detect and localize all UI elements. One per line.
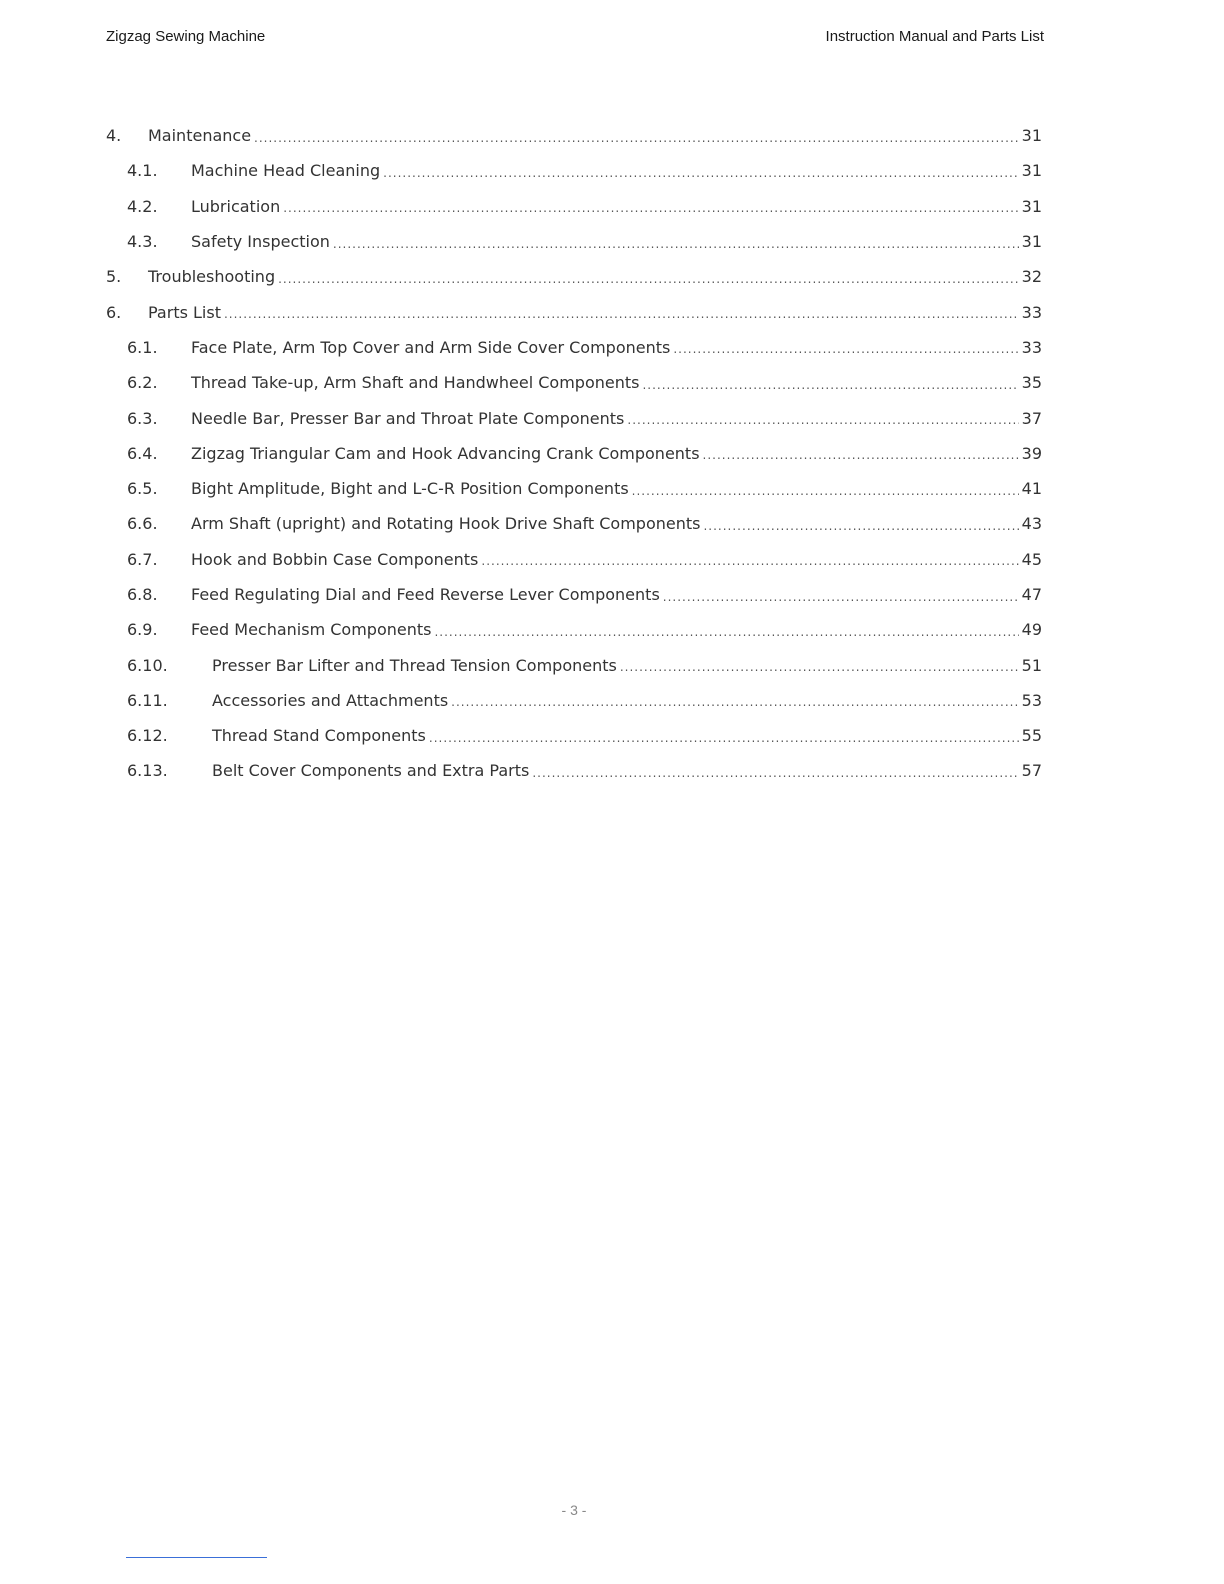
toc-entry-number: 6.12. xyxy=(127,726,168,746)
toc-entry[interactable] xyxy=(106,224,1042,259)
toc-entry-number: 6.13. xyxy=(127,761,168,781)
toc-entry-page: 31 xyxy=(1021,196,1042,216)
toc-entry-page: 55 xyxy=(1021,726,1042,746)
toc-entry-number: 6.6. xyxy=(127,514,158,534)
toc-entry-page: 39 xyxy=(1021,443,1042,463)
toc-entry[interactable] xyxy=(106,189,1042,224)
toc-entry-page: 31 xyxy=(1021,232,1042,252)
toc-entry-number: 6.5. xyxy=(127,479,158,499)
toc-entry-page: 37 xyxy=(1021,408,1042,428)
toc-entry-title: Zigzag Triangular Cam and Hook Advancing Crank Components xyxy=(191,443,700,463)
header-left-title: Zigzag Sewing Machine xyxy=(106,28,266,45)
toc-entry-number: 4.2. xyxy=(127,196,158,216)
toc-dot-leader xyxy=(278,272,1019,286)
toc-entry-page: 32 xyxy=(1021,267,1042,287)
toc-dot-leader xyxy=(703,448,1019,462)
toc-entry-page: 53 xyxy=(1021,690,1042,710)
toc-entry[interactable] xyxy=(106,542,1042,577)
toc-entry-title: Safety Inspection xyxy=(191,232,330,252)
toc-entry-page: 31 xyxy=(1021,161,1042,181)
toc-dot-leader xyxy=(333,237,1019,251)
toc-entry-title: Troubleshooting xyxy=(148,267,276,287)
toc-dot-leader xyxy=(481,554,1018,568)
footnote-rule xyxy=(126,1557,267,1558)
toc-entry[interactable] xyxy=(106,471,1042,506)
toc-entry-title: Maintenance xyxy=(148,126,252,146)
toc-entry-number: 6.10. xyxy=(127,655,168,675)
toc-dot-leader xyxy=(254,131,1019,145)
toc-dot-leader xyxy=(224,307,1019,321)
toc-entry-number: 6.4. xyxy=(127,443,158,463)
toc-entry-title: Feed Mechanism Components xyxy=(191,620,432,640)
toc-entry-title: Bight Amplitude, Bight and L-C-R Position Components xyxy=(191,479,629,499)
toc-entry-title: Accessories and Attachments xyxy=(212,690,449,710)
toc-dot-leader xyxy=(383,166,1019,180)
toc-entry[interactable] xyxy=(106,753,1042,788)
toc-dot-leader xyxy=(632,484,1019,498)
toc-entry-number: 6. xyxy=(106,302,122,322)
toc-entry[interactable] xyxy=(106,330,1042,365)
toc-entry-number: 6.8. xyxy=(127,585,158,604)
toc-entry-title: Feed Regulating Dial and Feed Reverse Lever Components xyxy=(191,585,660,604)
toc-entry-title: Arm Shaft (upright) and Rotating Hook Drive Shaft Components xyxy=(191,514,701,534)
toc-entry-title: Lubrication xyxy=(191,196,281,216)
toc-entry-number: 6.9. xyxy=(127,620,158,640)
toc-entry-title: Machine Head Cleaning xyxy=(191,161,381,181)
toc-entry[interactable] xyxy=(106,259,1042,294)
toc-entry-number: 6.3. xyxy=(127,408,158,428)
running-header xyxy=(106,28,1044,45)
toc-entry-page: 49 xyxy=(1021,620,1042,640)
toc-entry[interactable] xyxy=(106,153,1042,188)
toc-entry-page: 45 xyxy=(1021,549,1042,569)
toc-entry-title: Parts List xyxy=(148,302,221,322)
toc-entry-number: 6.1. xyxy=(127,337,158,357)
toc-entry-page: 33 xyxy=(1021,337,1042,357)
toc-entry[interactable] xyxy=(106,506,1042,541)
toc-entry[interactable] xyxy=(106,647,1042,682)
toc-entry-page: 41 xyxy=(1021,479,1042,499)
toc-entry[interactable] xyxy=(106,577,1042,612)
toc-entry-title: Face Plate, Arm Top Cover and Arm Side Cover Components xyxy=(191,337,671,357)
toc-entry-page: 31 xyxy=(1021,126,1042,146)
toc-entry-number: 4.1. xyxy=(127,161,158,181)
toc-dot-leader xyxy=(283,201,1018,215)
toc-entry[interactable] xyxy=(106,365,1042,400)
toc-entry-page: 57 xyxy=(1021,761,1042,781)
toc-dot-leader xyxy=(620,660,1019,674)
toc-entry[interactable] xyxy=(106,400,1042,435)
toc-dot-leader xyxy=(663,590,1019,604)
toc-dot-leader xyxy=(429,731,1019,745)
toc-entry-number: 5. xyxy=(106,267,122,287)
toc-entry-page: 47 xyxy=(1021,585,1042,604)
toc-entry-title: Hook and Bobbin Case Components xyxy=(191,549,479,569)
toc-dot-leader xyxy=(703,519,1018,533)
toc-entry-page: 35 xyxy=(1021,373,1042,393)
toc-entry[interactable] xyxy=(106,612,1042,647)
toc-dot-leader xyxy=(642,378,1018,392)
toc-entry-page: 33 xyxy=(1021,302,1042,322)
toc-entry[interactable] xyxy=(106,118,1042,153)
toc-entry[interactable] xyxy=(106,294,1042,329)
toc-dot-leader xyxy=(434,625,1018,639)
toc-entry-number: 6.2. xyxy=(127,373,158,393)
toc-entry[interactable] xyxy=(106,436,1042,471)
toc-entry-page: 43 xyxy=(1021,514,1042,534)
toc-entry-number: 4. xyxy=(106,126,122,146)
toc-dot-leader xyxy=(532,766,1018,780)
toc-entry-title: Thread Stand Components xyxy=(212,726,426,746)
toc-entry-page: 51 xyxy=(1021,655,1042,675)
toc-entry[interactable] xyxy=(106,718,1042,753)
table-of-contents xyxy=(106,118,1042,789)
toc-entry-number: 6.7. xyxy=(127,549,158,569)
toc-dot-leader xyxy=(673,342,1018,356)
header-right-title: Instruction Manual and Parts List xyxy=(825,28,1044,45)
toc-entry-number: 4.3. xyxy=(127,232,158,252)
toc-entry-title: Presser Bar Lifter and Thread Tension Components xyxy=(212,655,617,675)
toc-entry-number: 6.11. xyxy=(127,690,168,710)
page-number: - 3 - xyxy=(561,1502,587,1518)
toc-entry[interactable] xyxy=(106,683,1042,718)
toc-entry-title: Thread Take-up, Arm Shaft and Handwheel Components xyxy=(191,373,640,393)
toc-dot-leader xyxy=(627,413,1018,427)
toc-dot-leader xyxy=(451,695,1018,709)
toc-entry-title: Needle Bar, Presser Bar and Throat Plate Components xyxy=(191,408,625,428)
toc-entry-title: Belt Cover Components and Extra Parts xyxy=(212,761,530,781)
